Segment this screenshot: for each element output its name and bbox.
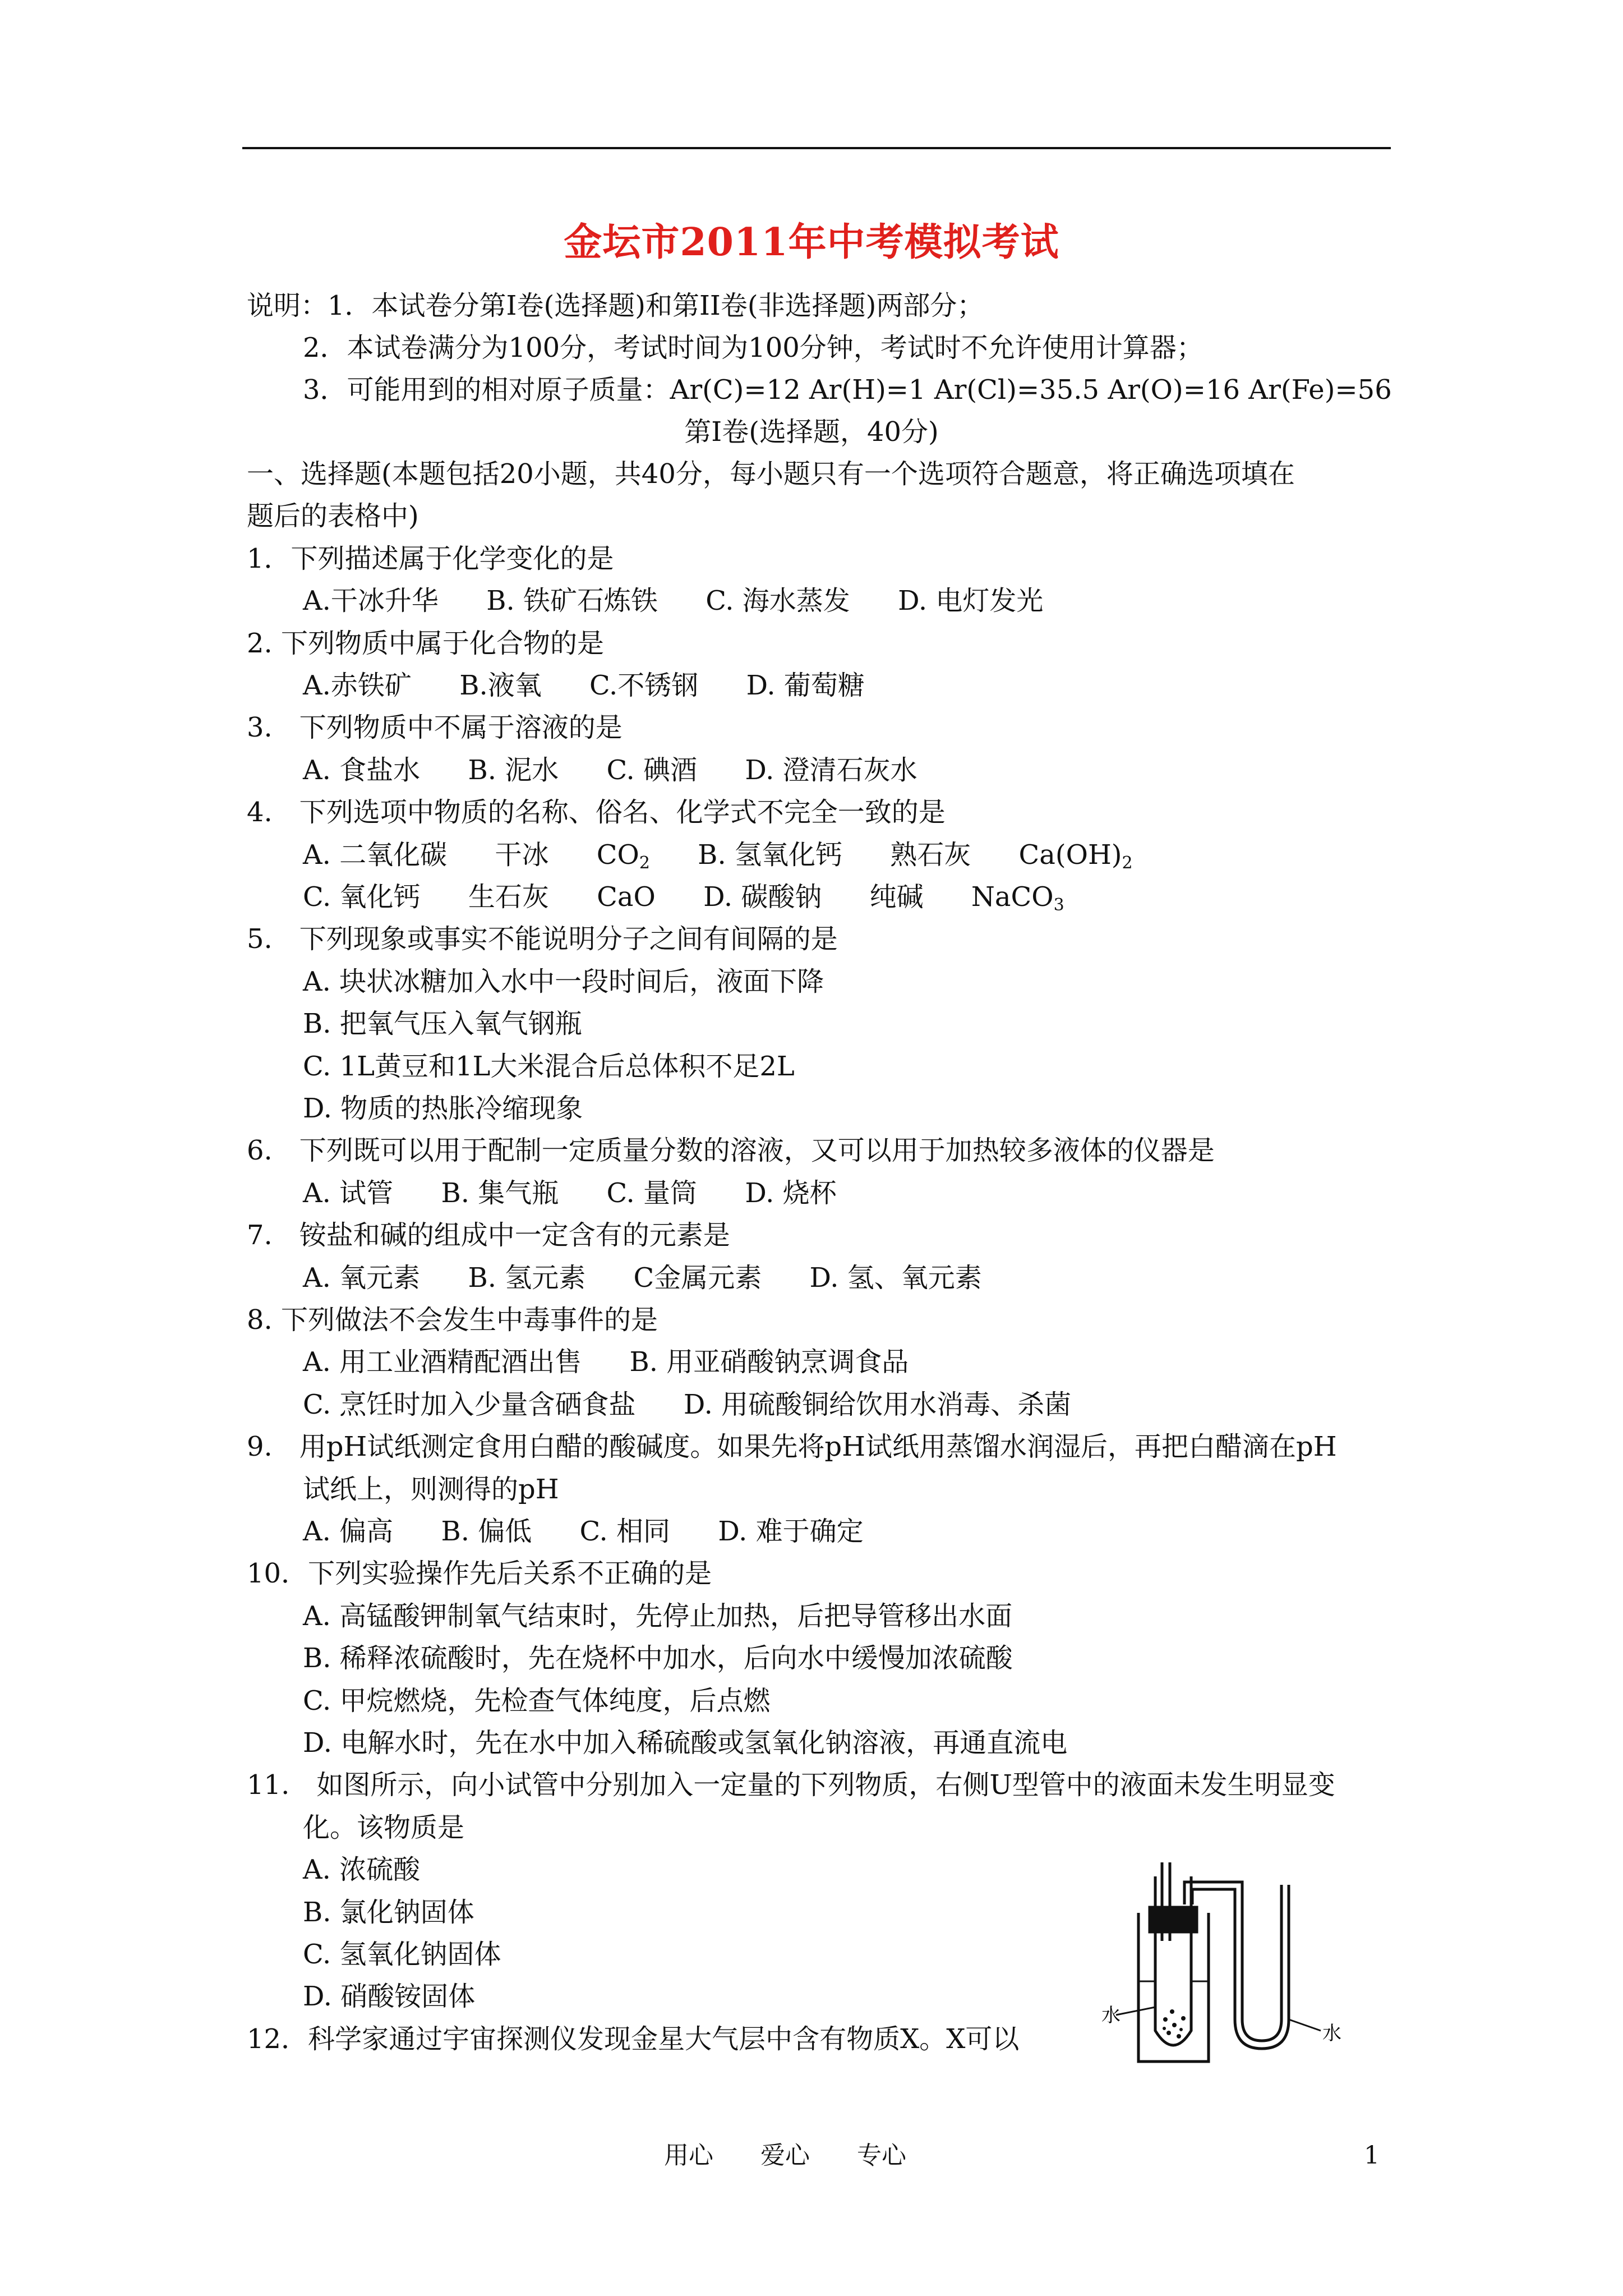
q4-option-b-common: 熟石灰 — [890, 839, 971, 871]
q7-option-b: B. 氢元素 — [468, 1262, 586, 1294]
q10-option-a: A. 高锰酸钾制氧气结束时，先停止加热，后把导管移出水面 — [303, 1600, 1013, 1632]
q9-option-c: C. 相同 — [579, 1516, 671, 1547]
q2-options — [303, 669, 865, 702]
q11-stem: 11. 如图所示，向小试管中分别加入一定量的下列物质，右侧U型管中的液面未发生明显变 — [247, 1769, 1335, 1801]
q10-option-c: C. 甲烷燃烧，先检查气体纯度，后点燃 — [303, 1685, 771, 1717]
q8-option-b: B. 用亚硝酸钠烹调食品 — [629, 1346, 909, 1378]
q3-option-c: C. 碘酒 — [606, 754, 698, 786]
part-intro-2: 题后的表格中) — [247, 500, 419, 532]
q4-option-c-common: 生石灰 — [468, 881, 549, 913]
q9-option-d: D. 难于确定 — [718, 1516, 864, 1547]
q3-option-b: B. 泥水 — [468, 754, 559, 786]
q9-stem-continued: 试纸上，则测得的pH — [303, 1474, 559, 1505]
section-heading: 第Ⅰ卷(选择题，40分) — [684, 416, 939, 448]
q4-option-b: B. 氢氧化钙 — [698, 839, 842, 871]
q4-option-a: A. 二氧化碳 — [303, 839, 448, 871]
q7-option-c: C金属元素 — [633, 1262, 762, 1294]
q6-option-a: A. 试管 — [303, 1177, 394, 1209]
q10-stem: 10．下列实验操作先后关系不正确的是 — [247, 1558, 712, 1589]
q2-stem: 2. 下列物质中属于化合物的是 — [247, 628, 605, 659]
figure-label-water-left: 水 — [1101, 2004, 1121, 2027]
q7-option-a: A. 氧元素 — [303, 1262, 421, 1294]
exam-title: 金坛市2011年中考模拟考试 — [564, 220, 1059, 265]
q4-options-ab — [303, 838, 1133, 880]
q12-stem: 12．科学家通过宇宙探测仪发现金星大气层中含有物质X。X可以 — [247, 2023, 1020, 2055]
q8-option-c: C. 烹饪时加入少量含硒食盐 — [303, 1389, 636, 1420]
q6-stem: 6. 下列既可以用于配制一定质量分数的溶液，又可以用于加热较多液体的仪器是 — [247, 1135, 1215, 1166]
q3-stem: 3. 下列物质中不属于溶液的是 — [247, 712, 623, 743]
q8-option-a: A. 用工业酒精配酒出售 — [303, 1346, 582, 1378]
q9-stem: 9. 用pH试纸测定食用白醋的酸碱度。如果先将pH试纸用蒸馏水润湿后，再把白醋滴在pH — [247, 1431, 1337, 1462]
footer-left: 用心 — [664, 2141, 713, 2170]
q11-option-a: A. 浓硫酸 — [303, 1854, 421, 1885]
q11-option-c: C. 氢氧化钠固体 — [303, 1939, 501, 1970]
q3-option-d: D. 澄清石灰水 — [745, 754, 917, 786]
q9-option-a: A. 偏高 — [303, 1516, 394, 1547]
q11-option-d: D. 硝酸铵固体 — [303, 1981, 476, 2012]
note-3: 3．可能用到的相对原子质量：Ar(C)=12 Ar(H)=1 Ar(Cl)=35.5 Ar(O)=16 Ar(Fe)=56 — [303, 374, 1392, 406]
q3-option-a: A. 食盐水 — [303, 754, 421, 786]
q4-option-c: C. 氧化钙 — [303, 881, 421, 913]
q5-stem: 5. 下列现象或事实不能说明分子之间有间隔的是 — [247, 923, 838, 955]
q3-options — [303, 753, 917, 787]
footer-right: 专心 — [857, 2141, 906, 2170]
q1-option-d: D. 电灯发光 — [898, 585, 1044, 616]
q4-option-b-formula: $Ca(OH)_2$ — [1018, 839, 1133, 873]
q11-option-b: B. 氯化钠固体 — [303, 1897, 474, 1928]
q6-option-b: B. 集气瓶 — [441, 1177, 559, 1209]
u-tube-apparatus-figure — [1099, 1851, 1363, 2070]
q5-option-d: D. 物质的热胀冷缩现象 — [303, 1093, 583, 1124]
q4-option-a-common: 干冰 — [495, 839, 549, 871]
q1-options — [303, 584, 1043, 618]
q2-option-c: C.不锈钢 — [589, 670, 699, 701]
q11-stem-continued: 化。该物质是 — [303, 1812, 465, 1843]
q4-stem: 4. 下列选项中物质的名称、俗名、化学式不完全一致的是 — [247, 797, 946, 828]
q4-option-d-formula: NaCO$_3$ — [971, 881, 1064, 915]
q10-option-d: D. 电解水时，先在水中加入稀硫酸或氢氧化钠溶液，再通直流电 — [303, 1727, 1068, 1759]
q7-option-d: D. 氢、氧元素 — [809, 1262, 982, 1294]
q4-options-cd — [303, 880, 1064, 922]
q8-stem: 8. 下列做法不会发生中毒事件的是 — [247, 1304, 658, 1336]
footer-middle: 爱心 — [760, 2141, 810, 2170]
q6-option-d: D. 烧杯 — [745, 1177, 837, 1209]
q4-option-c-formula: CaO — [597, 881, 656, 913]
part-intro-1: 一、选择题(本题包括20小题，共40分，每小题只有一个选项符合题意，将正确选项填在 — [247, 458, 1295, 490]
q5-option-b: B. 把氧气压入氧气钢瓶 — [303, 1008, 582, 1039]
q9-options — [303, 1515, 864, 1548]
q1-option-c: C. 海水蒸发 — [706, 585, 850, 616]
q8-options-ab — [303, 1345, 909, 1379]
q1-stem: 1．下列描述属于化学变化的是 — [247, 543, 614, 574]
q4-option-a-formula: $CO_2$ — [596, 839, 650, 873]
q6-option-c: C. 量筒 — [606, 1177, 698, 1209]
q4-option-d: D. 碳酸钠 — [703, 881, 822, 913]
page-number: 1 — [1364, 2141, 1380, 2170]
q10-option-b: B. 稀释浓硫酸时，先在烧杯中加水，后向水中缓慢加浓硫酸 — [303, 1642, 1013, 1674]
q6-options — [303, 1176, 837, 1210]
note-2: 2．本试卷满分为100分，考试时间为100分钟，考试时不允许使用计算器； — [303, 332, 1204, 364]
q7-stem: 7. 铵盐和碱的组成中一定含有的元素是 — [247, 1220, 730, 1251]
q2-option-d: D. 葡萄糖 — [746, 670, 865, 701]
q9-option-b: B. 偏低 — [441, 1516, 532, 1547]
q4-option-d-common: 纯碱 — [869, 881, 924, 913]
q1-option-a: A.干冰升华 — [303, 585, 439, 616]
q2-option-a: A.赤铁矿 — [303, 670, 412, 701]
q7-options — [303, 1261, 982, 1295]
note-1: 说明：1．本试卷分第Ⅰ卷(选择题)和第II卷(非选择题)两部分； — [247, 290, 984, 321]
q1-option-b: B. 铁矿石炼铁 — [486, 585, 658, 616]
figure-label-water-right: 水 — [1322, 2022, 1341, 2045]
q5-option-a: A. 块状冰糖加入水中一段时间后，液面下降 — [303, 966, 824, 997]
header-rule — [242, 147, 1391, 149]
q8-option-d: D. 用硫酸铜给饮用水消毒、杀菌 — [683, 1389, 1072, 1420]
q5-option-c: C. 1L黄豆和1L大米混合后总体积不足2L — [303, 1051, 795, 1082]
q2-option-b: B.液氧 — [459, 670, 542, 701]
q8-options-cd — [303, 1388, 1071, 1421]
